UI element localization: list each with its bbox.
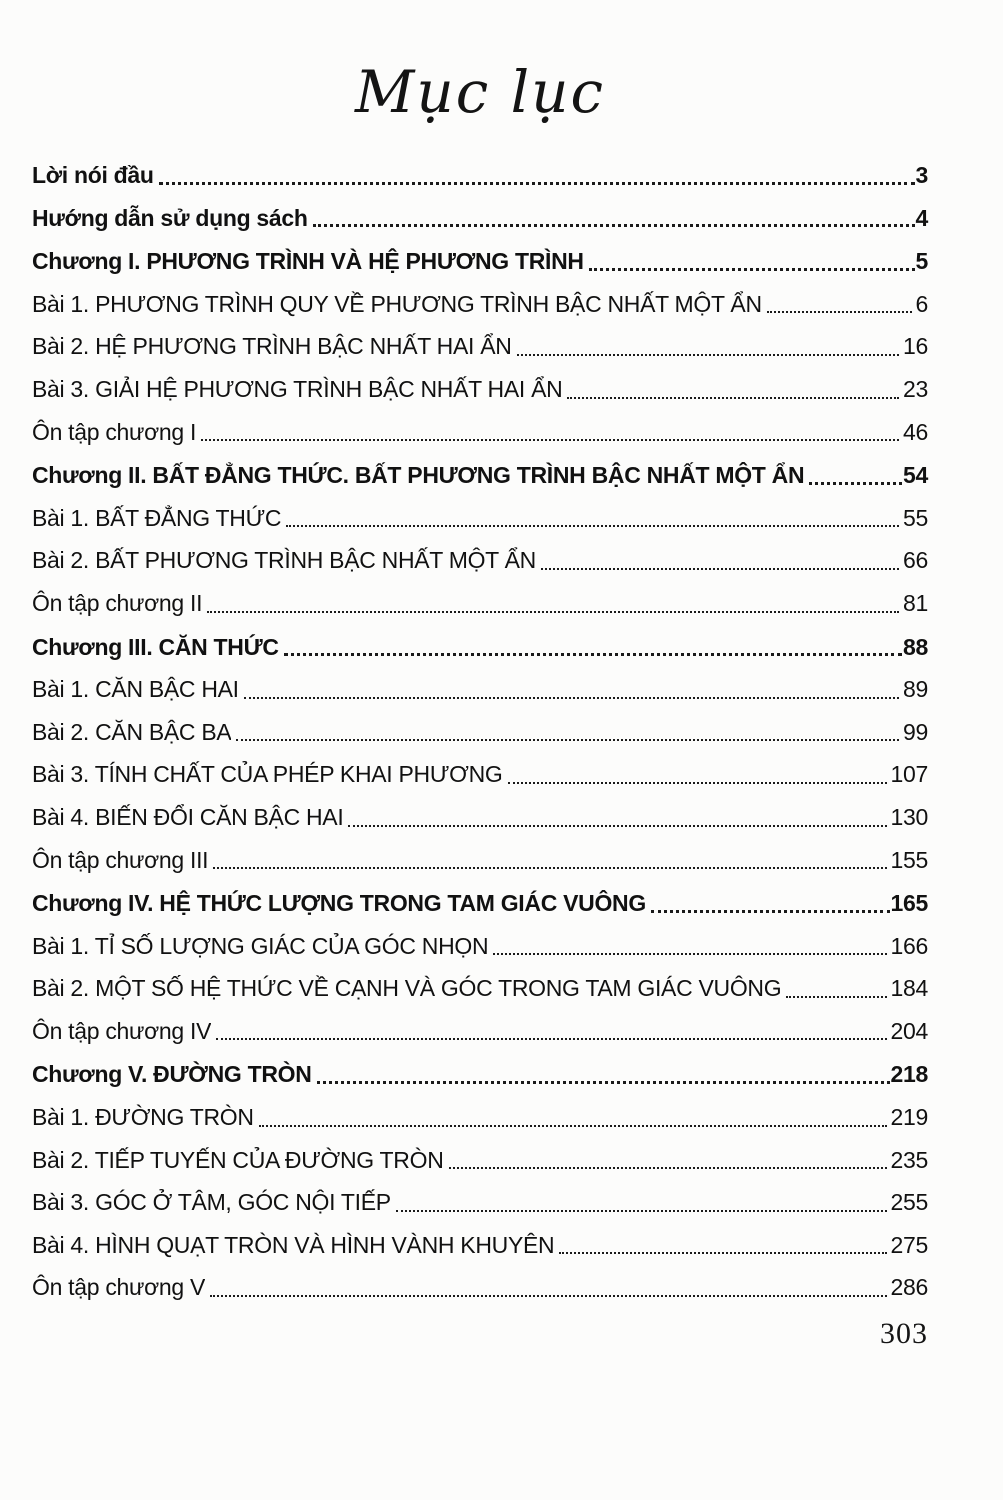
toc-entry-label: Bài 1. CĂN BẬC HAI: [32, 676, 239, 703]
dot-leader: [244, 697, 899, 699]
toc-item-row: [32, 847, 928, 875]
toc-entry-label: Bài 2. HỆ PHƯƠNG TRÌNH BẬC NHẤT HAI ẨN: [32, 333, 512, 360]
dot-leader: [207, 611, 899, 613]
toc-entry-label: Bài 3. GÓC Ở TÂM, GÓC NỘI TIẾP: [32, 1189, 391, 1216]
toc-item-row: [32, 419, 928, 447]
dot-leader: [517, 354, 899, 356]
toc-entry-label: Bài 2. BẤT PHƯƠNG TRÌNH BẬC NHẤT MỘT ẨN: [32, 547, 536, 574]
toc-entry-page: 6: [915, 290, 928, 317]
toc-entry-page: 255: [890, 1189, 928, 1216]
dot-leader: [210, 1295, 886, 1297]
toc-chapter-row: [32, 890, 928, 918]
toc-entry-label: Bài 1. ĐƯỜNG TRÒN: [32, 1104, 254, 1131]
dot-leader: [259, 1125, 887, 1127]
toc-item-row: [32, 547, 928, 575]
toc-entry-label: Ôn tập chương II: [32, 589, 203, 616]
toc-entry-page: 107: [890, 761, 928, 788]
dot-leader: [449, 1167, 887, 1169]
toc-item-row: [32, 1104, 928, 1132]
dot-leader: [313, 224, 915, 227]
toc-chapter-row: [32, 462, 928, 490]
toc-item-row: [32, 590, 928, 618]
toc-item-row: [32, 1147, 928, 1175]
dot-leader: [508, 782, 887, 784]
toc-chapter-page: 218: [890, 1061, 928, 1088]
toc-front-row: [32, 162, 928, 190]
toc-entry-label: Bài 4. HÌNH QUẠT TRÒN VÀ HÌNH VÀNH KHUYÊN: [32, 1231, 555, 1258]
toc-chapter-page: 165: [890, 890, 928, 917]
toc-entry-label: Bài 2. CĂN BẬC BA: [32, 718, 232, 745]
toc-entry-label: Lời nói đầu: [32, 162, 154, 188]
dot-leader: [541, 568, 899, 570]
dot-leader: [213, 867, 886, 869]
dot-leader: [396, 1210, 887, 1212]
toc-entry-label: Ôn tập chương III: [32, 846, 209, 873]
toc-entry-label: Ôn tập chương I: [32, 418, 197, 445]
toc-entry-label: Bài 3. TÍNH CHẤT CỦA PHÉP KHAI PHƯƠNG: [32, 761, 503, 788]
toc-entry-label: Bài 1. TỈ SỐ LƯỢNG GIÁC CỦA GÓC NHỌN: [32, 932, 489, 959]
dot-leader: [786, 996, 886, 998]
dot-leader: [767, 311, 912, 313]
dot-leader: [201, 439, 899, 441]
toc-item-row: [32, 1232, 928, 1260]
toc-item-row: [32, 1189, 928, 1217]
toc-entry-page: 219: [890, 1104, 928, 1131]
toc-item-row: [32, 933, 928, 961]
toc-entry-page: 3: [915, 162, 928, 188]
dot-leader: [651, 910, 890, 913]
folio-page-number: 303: [880, 1317, 928, 1351]
toc-entry-page: 66: [903, 547, 928, 574]
dot-leader: [317, 1081, 890, 1084]
toc-chapter-row: [32, 634, 928, 662]
toc-item-row: [32, 333, 928, 361]
toc-chapter-title: Chương V. ĐƯỜNG TRÒN: [32, 1061, 312, 1088]
toc-entry-label: Bài 2. TIẾP TUYẾN CỦA ĐƯỜNG TRÒN: [32, 1146, 444, 1173]
dot-leader: [809, 482, 902, 485]
dot-leader: [348, 825, 886, 827]
toc-entry-page: 204: [890, 1017, 928, 1044]
toc-entry-page: 16: [903, 333, 928, 360]
toc-entry-page: 275: [890, 1231, 928, 1258]
toc-entry-page: 89: [903, 676, 928, 703]
toc-item-row: [32, 676, 928, 704]
toc-entry-label: Bài 1. BẤT ĐẲNG THỨC: [32, 504, 282, 531]
toc-entry-label: Bài 1. PHƯƠNG TRÌNH QUY VỀ PHƯƠNG TRÌNH BẬC NHẤT MỘT ẨN: [32, 290, 762, 317]
toc-item-row: [32, 804, 928, 832]
toc-chapter-page: 88: [903, 633, 928, 660]
toc-entry-page: 55: [903, 504, 928, 531]
dot-leader: [284, 653, 902, 656]
dot-leader: [159, 182, 915, 185]
toc-chapter-page: 5: [915, 248, 928, 275]
toc-entry-page: 235: [890, 1146, 928, 1173]
toc-entry-page: 155: [890, 846, 928, 873]
toc-front-row: [32, 205, 928, 233]
toc-chapter-title: Chương II. BẤT ĐẲNG THỨC. BẤT PHƯƠNG TRÌNH BẬC NHẤT MỘT ẨN: [32, 462, 805, 489]
toc-item-row: [32, 505, 928, 533]
dot-leader: [589, 268, 915, 271]
toc-chapter-row: [32, 1061, 928, 1089]
toc-entry-page: 46: [903, 418, 928, 445]
page-title: Mục lục: [354, 58, 606, 126]
toc-entry-page: 23: [903, 375, 928, 402]
toc-entry-label: Bài 3. GIẢI HỆ PHƯƠNG TRÌNH BẬC NHẤT HAI ẨN: [32, 375, 563, 402]
toc-item-row: [32, 975, 928, 1003]
toc-entry-page: 99: [903, 718, 928, 745]
toc-item-row: [32, 719, 928, 747]
toc-entry-label: Bài 2. MỘT SỐ HỆ THỨC VỀ CẠNH VÀ GÓC TRONG TAM GIÁC VUÔNG: [32, 975, 782, 1002]
dot-leader: [236, 739, 899, 741]
toc-entry-label: Ôn tập chương V: [32, 1274, 206, 1301]
toc-entry-page: 81: [903, 589, 928, 616]
toc-entry-label: Bài 4. BIẾN ĐỔI CĂN BẬC HAI: [32, 803, 344, 830]
toc-entry-page: 166: [890, 932, 928, 959]
dot-leader: [216, 1038, 886, 1040]
dot-leader: [567, 397, 899, 399]
toc-item-row: [32, 376, 928, 404]
toc-item-row: [32, 761, 928, 789]
toc-entry-page: 286: [890, 1274, 928, 1301]
toc-item-row: [32, 1274, 928, 1302]
toc-chapter-page: 54: [903, 462, 928, 489]
toc-item-row: [32, 1018, 928, 1046]
dot-leader: [286, 525, 899, 527]
toc-entry-page: 130: [890, 803, 928, 830]
toc-chapter-title: Chương III. CĂN THỨC: [32, 633, 279, 660]
toc-chapter-row: [32, 248, 928, 276]
toc-entry-page: 4: [915, 204, 928, 231]
toc-entry-page: 184: [890, 975, 928, 1002]
toc-chapter-title: Chương IV. HỆ THỨC LƯỢNG TRONG TAM GIÁC VUÔNG: [32, 890, 646, 917]
toc-entry-label: Ôn tập chương IV: [32, 1017, 212, 1044]
table-of-contents: [32, 162, 928, 1302]
toc-item-row: [32, 291, 928, 319]
toc-entry-label: Hướng dẫn sử dụng sách: [32, 204, 308, 231]
dot-leader: [559, 1252, 886, 1254]
dot-leader: [493, 953, 886, 955]
toc-chapter-title: Chương I. PHƯƠNG TRÌNH VÀ HỆ PHƯƠNG TRÌNH: [32, 248, 584, 275]
